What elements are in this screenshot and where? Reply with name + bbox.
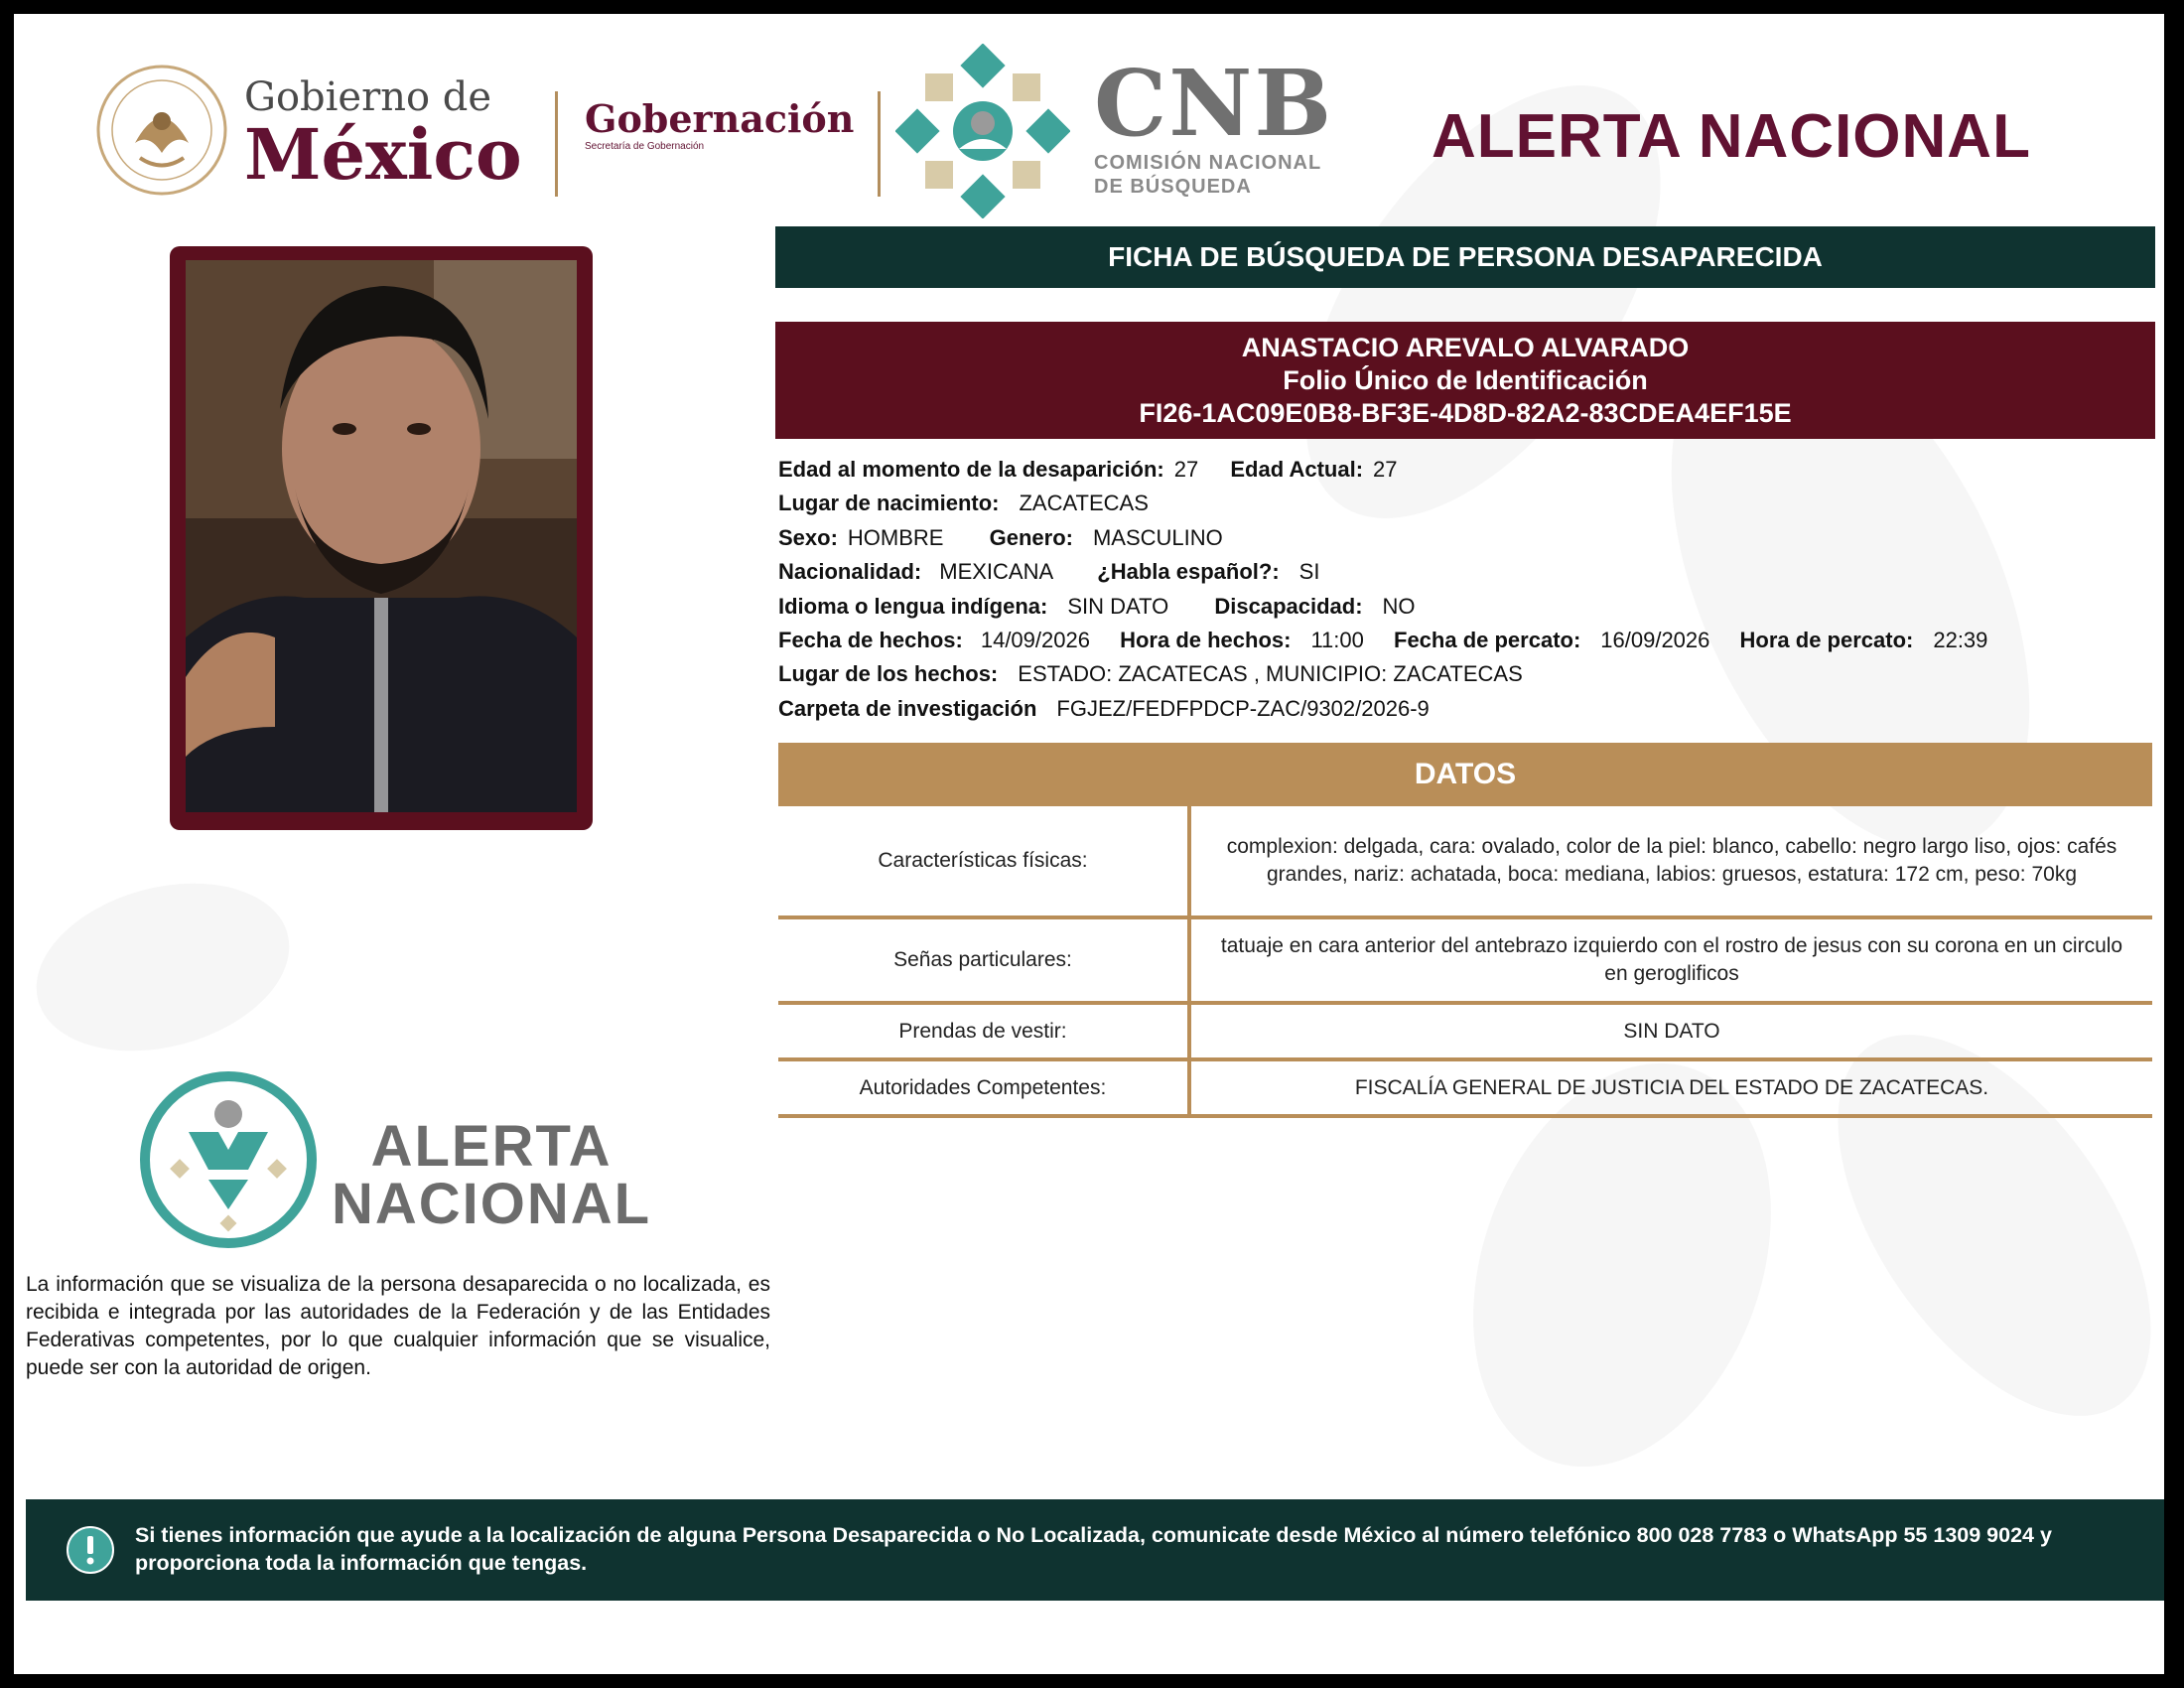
person-name-block [775,322,2155,439]
fecha-percato-value: 16/09/2026 [1600,627,1710,652]
info-row [778,692,2158,726]
alerta-nacional-logo-icon [139,1070,318,1249]
table-key: Prendas de vestir: [778,1003,1189,1059]
alerta-nacional-title: ALERTA NACIONAL [1432,102,2031,171]
gobernacion-logo [585,96,855,152]
sexo-label: Sexo: [778,524,838,550]
info-row [778,555,2158,589]
person-name: ANASTACIO AREVALO ALVARADO [1241,332,1690,362]
hora-percato-label: Hora de percato: [1739,627,1914,652]
discapacidad-value: NO [1382,593,1416,619]
nacionalidad-label: Nacionalidad: [778,559,922,585]
alert-poster [14,14,2164,1674]
idioma-value: SIN DATO [1067,593,1169,619]
table-row [778,806,2152,917]
table-row [778,917,2152,1003]
table-row [778,1003,2152,1059]
info-row [778,657,2158,691]
table-key: Características físicas: [778,806,1189,917]
hora-hechos-value: 11:00 [1310,627,1364,652]
header-divider [555,91,558,197]
table-value: tatuaje en cara anterior del antebrazo izquierdo con el rostro de jesus con su corona en un circulo en geroglificos [1189,917,2152,1003]
edad-actual-value: 27 [1373,457,1398,482]
gobernacion-subtitle: Secretaría de Gobernación [585,141,705,152]
info-row [778,453,2158,487]
lugar-hechos-label: Lugar de los hechos: [778,661,999,687]
header [14,14,2164,222]
folio-number: FI26-1AC09E0B8-BF3E-4D8D-82A2-83CDEA4EF15E [1139,397,1792,428]
alerta-nacional-wordmark [332,1114,652,1236]
table-value: complexion: delgada, cara: ovalado, color de la piel: blanco, cabello: negro largo liso, ojos: cafés grandes, nariz: achatada, boca: mediana, labios: gruesos, estatura: 172 cm, peso: 70kg [1189,806,2152,917]
datos-table [778,806,2152,1118]
person-photo-frame [170,246,593,830]
idioma-label: Idioma o lengua indígena: [778,593,1048,619]
background-pattern [18,857,309,1077]
person-info [778,453,2158,726]
disclaimer-text: La información que se visualiza de la persona desaparecida o no localizada, es recibida e integrada por las autoridades de la Federación y de las Entidades Federativas competentes, por lo que cualquier información que se visualice, puede ser con la autoridad de origen. [26,1273,770,1379]
gobernacion-title: Gobernación [585,96,855,141]
table-value: SIN DATO [1189,1003,2152,1059]
carpeta-value: FGJEZ/FEDFPDCP-ZAC/9302/2026-9 [1056,695,1430,721]
person-photo [186,260,577,812]
hora-percato-value: 22:39 [1933,627,1988,652]
cnb-title: CNB [1094,50,1334,157]
edad-actual-label: Edad Actual: [1230,457,1364,482]
carpeta-label: Carpeta de investigación [778,695,1037,721]
gobierno-de-mexico-logo [244,74,522,196]
cnb-wordmark [1094,50,1334,199]
gobierno-line2: México [244,113,522,196]
hora-hechos-label: Hora de hechos: [1120,627,1292,652]
table-value: FISCALÍA GENERAL DE JUSTICIA DEL ESTADO DE ZACATECAS. [1189,1059,2152,1116]
nacional-word: NACIONAL [332,1172,652,1236]
genero-value: MASCULINO [1092,524,1223,550]
habla-espanol-value: SI [1298,559,1320,585]
datos-title-bar: DATOS [778,743,2152,806]
cnb-subtitle-2: DE BÚSQUEDA [1094,176,1252,198]
table-row [778,1059,2152,1116]
lugar-hechos-value: ESTADO: ZACATECAS , MUNICIPIO: ZACATECAS [1018,661,1523,687]
escudo-nacional-icon [95,64,228,197]
nacimiento-label: Lugar de nacimiento: [778,491,1000,516]
contact-footer [26,1499,2164,1601]
info-row [778,487,2158,520]
edad-desaparicion-value: 27 [1173,457,1199,482]
nacionalidad-value: MEXICANA [939,559,1054,585]
ficha-title-bar: FICHA DE BÚSQUEDA DE PERSONA DESAPARECIDA [775,226,2155,288]
cnb-subtitle-1: COMISIÓN NACIONAL [1094,152,1322,174]
header-divider [878,91,881,197]
alerta-word: ALERTA [370,1114,613,1179]
folio-label: Folio Único de Identificación [1283,364,1648,395]
gobierno-line1: Gobierno de [244,74,492,120]
footer-text: Si tienes información que ayude a la localización de alguna Persona Desaparecida o No Localizada, comunicate desde México al número telefónico 800 028 7783 o WhatsApp 55 1309 9024 y proporciona toda la información que tengas. [135,1523,2052,1575]
genero-label: Genero: [989,524,1073,550]
fecha-percato-label: Fecha de percato: [1394,627,1581,652]
table-key: Señas particulares: [778,917,1189,1003]
nacimiento-value: ZACATECAS [1019,491,1149,516]
fecha-hechos-value: 14/09/2026 [980,627,1090,652]
sexo-value: HOMBRE [847,524,944,550]
cnb-logo-icon [895,44,1070,218]
fecha-hechos-label: Fecha de hechos: [778,627,963,652]
info-row [778,624,2158,657]
edad-desaparicion-label: Edad al momento de la desaparición: [778,457,1164,482]
info-row [778,521,2158,555]
alert-exclamation-icon [66,1525,115,1575]
info-row [778,590,2158,624]
discapacidad-label: Discapacidad: [1214,593,1363,619]
habla-espanol-label: ¿Habla español?: [1097,559,1280,585]
table-key: Autoridades Competentes: [778,1059,1189,1116]
